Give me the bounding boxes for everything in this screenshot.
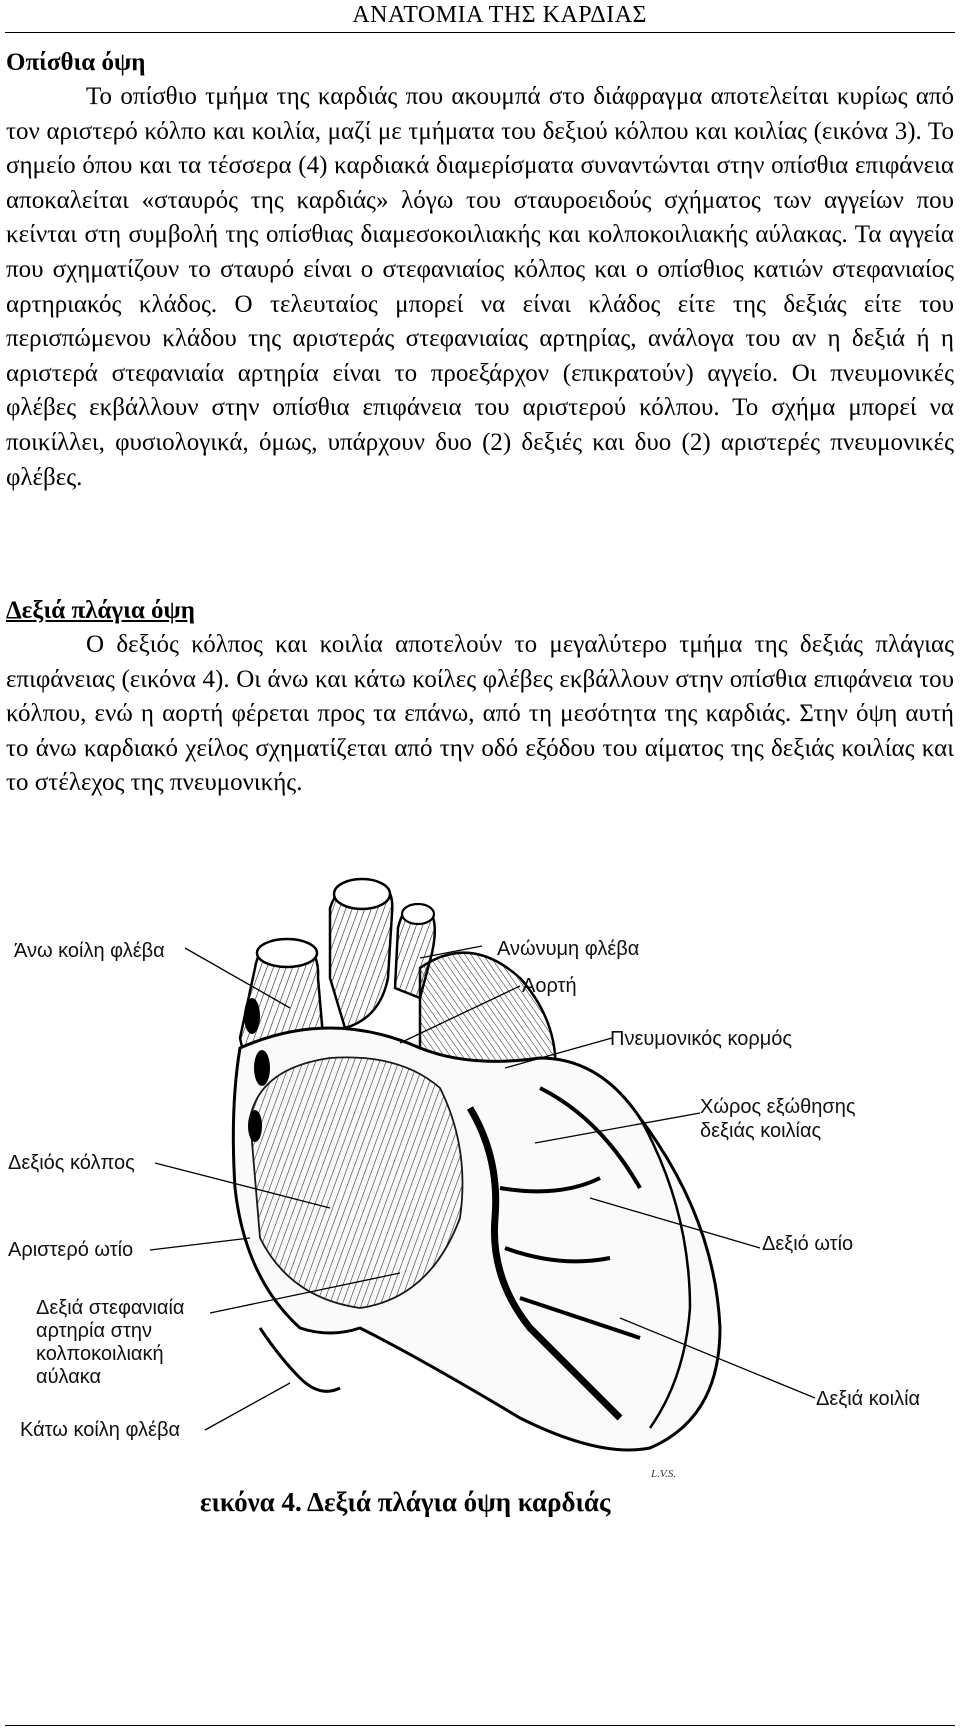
section-title: Δεξιά πλάγια όψη bbox=[6, 597, 195, 624]
artist-signature: L.V.S. bbox=[651, 1468, 677, 1480]
section-paragraph: Το οπίσθιο τμήμα της καρδιάς που ακουμπά στο διάφραγμα αποτελείται κυρίως από τον αριστερό κόλπο και κοιλία, μαζί με τμήματα του δεξιού κόλπου και κοιλίας (εικόνα 3). Το σημείο όπου και τα τέσσερα (4) καρδιακά διαμερίσματα συναντώνται στην οπίσθια επιφάνεια αποκαλείται «σταυρός της καρδιάς» λόγω του σταυροειδούς σχήματος των αγγείων που κείνται στη συμβολή της οπίσθιας διαμεσοκοιλιακής και κολποκοιλιακής αύλακας. Τα αγγεία που σχηματίζουν το σταυρό είναι ο στεφανιαίος κόλπος και ο οπίσθιος κατιών στεφανιαίος αρτηριακός κλάδος. Ο τελευταίος μπορεί να είναι κλάδος είτε της δεξιάς είτε του περισπώμενου κλάδου της αριστεράς στεφανιαίας αρτηρίας, ανάλογα του αν η δεξιά ή η αριστερά στεφανιαία αρτηρία είναι το προεξάρχον (επικρατούν) αγγείο. Οι πνευμονικές φλέβες εκβάλλουν στην οπίσθια επιφάνεια του αριστερού κόλπου. Το σχήμα μπορεί να ποικίλλει, φυσιολογικά, όμως, υπάρχουν δυο (2) δεξιές και δυο (2) αριστερές πνευμονικές φλέβες. bbox=[6, 83, 954, 491]
label-right-atrium: Δεξιός κόλπος bbox=[8, 1152, 135, 1174]
label-rca-3: κολποκοιλιακή bbox=[36, 1343, 164, 1365]
label-right-ventricle: Δεξιά κοιλία bbox=[816, 1388, 921, 1410]
label-right-auricle: Δεξιό ωτίο bbox=[762, 1233, 854, 1255]
heart-figure bbox=[0, 858, 960, 1518]
label-aorta: Αορτή bbox=[522, 975, 577, 997]
page-header bbox=[0, 0, 960, 34]
label-inferior-vena-cava: Κάτω κοίλη φλέβα bbox=[20, 1419, 181, 1441]
label-rv-outflow-1: Χώρος εξώθησης bbox=[700, 1096, 856, 1118]
figure-caption: εικόνα 4. Δεξιά πλάγια όψη καρδιάς bbox=[200, 1487, 611, 1517]
vessel-opening bbox=[402, 904, 434, 924]
header-title: ΑΝΑΤΟΜΙΑ ΤΗΣ ΚΑΡΔΙΑΣ bbox=[352, 2, 647, 28]
label-rca-2: αρτηρία στην bbox=[36, 1320, 152, 1342]
aorta-opening bbox=[334, 879, 390, 909]
left-auricle-hole bbox=[244, 998, 260, 1034]
label-rv-outflow-2: δεξιάς κοιλίας bbox=[700, 1120, 822, 1142]
left-auricle-hole bbox=[248, 1110, 262, 1142]
svc-opening bbox=[257, 939, 317, 967]
left-auricle-hole bbox=[254, 1050, 270, 1086]
header-rule bbox=[5, 32, 955, 33]
section-title: Οπίσθια όψη bbox=[6, 49, 146, 76]
ivc-vessel bbox=[260, 1328, 340, 1391]
right-atrium-shape bbox=[250, 1057, 463, 1308]
section-right-lateral-view bbox=[6, 594, 954, 801]
footer-rule bbox=[5, 1725, 955, 1726]
label-left-auricle: Αριστερό ωτίο bbox=[8, 1239, 134, 1261]
section-paragraph: Ο δεξιός κόλπος και κοιλία αποτελούν το μεγαλύτερο τμήμα της δεξιάς πλάγιας επιφάνειας (εικόνα 4). Οι άνω και κάτω κοίλες φλέβες εκβάλλουν στην οπίσθια επιφάνεια του κόλπου, ενώ η αορτή φέρεται προς τα επάνω, από τη μεσότητα της καρδιάς. Στην όψη αυτή το άνω καρδιακό χείλος σχηματίζεται από την οδό εξόδου του αίματος της δεξιάς κοιλίας και το στέλεχος της πνευμονικής. bbox=[6, 631, 954, 797]
label-rca-4: αύλακα bbox=[36, 1366, 102, 1388]
section-posterior-view bbox=[6, 46, 954, 495]
label-superior-vena-cava: Άνω κοίλη φλέβα bbox=[14, 940, 165, 962]
label-rca-1: Δεξιά στεφανιαία bbox=[36, 1297, 185, 1319]
label-pulmonary-trunk: Πνευμονικός κορμός bbox=[610, 1028, 793, 1050]
label-anonymous-vein: Ανώνυμη φλέβα bbox=[497, 938, 640, 960]
